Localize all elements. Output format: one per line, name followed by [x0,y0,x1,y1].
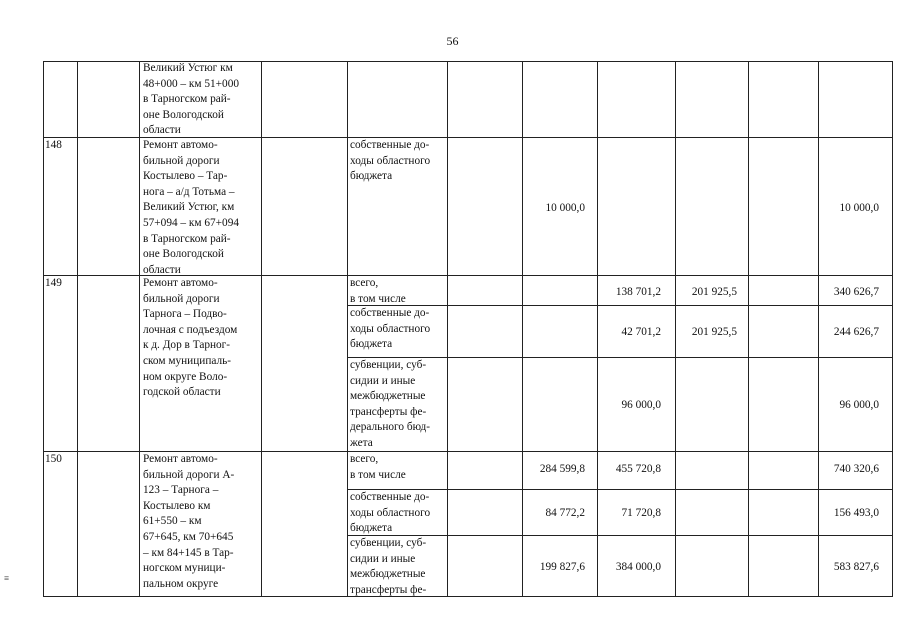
margin-mark: ≡ [4,573,10,583]
funding-source-cell: собственные до- ходы областного бюджета [350,307,431,351]
value-cell: 199 827,6 [539,561,585,573]
funding-source-cell: всего, в том числе [350,277,406,305]
value-cell: 284 599,8 [539,463,585,475]
value-cell: 84 772,2 [545,507,585,519]
object-name-cell: Ремонт автомо- бильной дороги Костылево – Тар- нога – а/д Тотьма – Великий Устюг, км 57+094 – км 67+094 в Тарногском рай- оне Вологодской области [143,139,239,276]
value-cell: 384 000,0 [615,561,661,573]
object-name-cell: Великий Устюг км 48+000 – км 51+000 в Тарногском рай- оне Вологодской области [143,62,239,137]
object-name-cell: Ремонт автомо- бильной дороги Тарнога – Подво- лочная с подъездом к д. Дор в Тарног- ском муниципаль- ном округе Воло- годской области [143,277,238,399]
total-cell: 10 000,0 [839,202,879,214]
funding-source-cell: собственные до- ходы областного бюджета [350,491,431,535]
funding-source-cell: собственные до- ходы областного бюджета [350,139,431,183]
value-cell: 10 000,0 [545,202,585,214]
object-name-cell: Ремонт автомо- бильной дороги А- 123 – Тарнога – Костылево км 61+550 – км 67+645, км 70+645 – км 84+145 в Тар- ногском муници- пальном округе [143,453,235,590]
value-cell: 138 701,2 [615,286,661,298]
value-cell: 455 720,8 [615,463,661,475]
row-number: 150 [45,453,62,465]
value-cell: 42 701,2 [621,326,661,338]
value-cell: 96 000,0 [621,399,661,411]
row-number: 148 [45,139,62,151]
total-cell: 96 000,0 [839,399,879,411]
total-cell: 740 320,6 [833,463,879,475]
total-cell: 583 827,6 [833,561,879,573]
total-cell: 340 626,7 [833,286,879,298]
funding-source-cell: всего, в том числе [350,453,406,481]
total-cell: 244 626,7 [833,326,879,338]
page-number: 56 [446,34,459,48]
value-cell: 201 925,5 [691,286,737,298]
funding-source-cell: субвенции, суб- сидии и иные межбюджетные трансферты фе- дерального бюд- жета [350,359,430,449]
total-cell: 156 493,0 [833,507,879,519]
row-number: 149 [45,277,62,289]
funding-source-cell: субвенции, суб- сидии и иные межбюджетные трансферты фе- [350,537,427,596]
value-cell: 71 720,8 [621,507,661,519]
value-cell: 201 925,5 [691,326,737,338]
